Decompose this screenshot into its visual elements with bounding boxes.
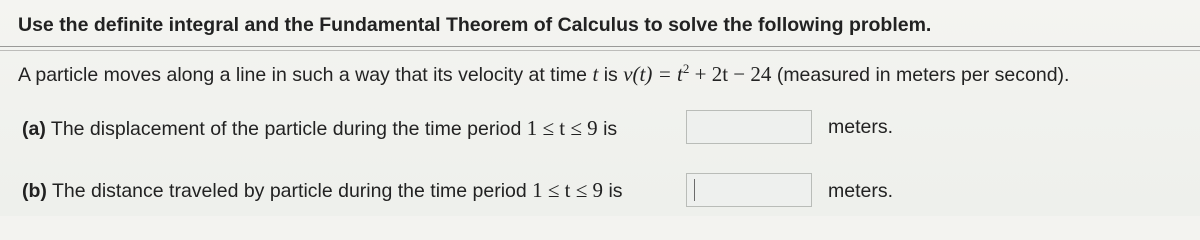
part-a-text: The displacement of the particle during the time period <box>45 118 527 140</box>
divider-line <box>0 46 1200 47</box>
divider-line-secondary <box>0 50 1200 51</box>
part-a-is: is <box>597 118 618 140</box>
part-b-is: is <box>603 180 623 202</box>
problem-text-is: is <box>598 64 624 86</box>
instruction-heading: Use the definite integral and the Fundamental Theorem of Calculus to solve the following problem. <box>18 14 932 36</box>
part-a-answer-input[interactable] <box>686 110 812 144</box>
velocity-expression: $v(t) = t^2 + 2t - 24$ <box>623 61 772 86</box>
problem-statement <box>18 62 1069 87</box>
part-b-text: The distance traveled by particle during the time period <box>46 180 533 202</box>
part-a-question <box>22 116 617 141</box>
text-cursor <box>694 179 695 201</box>
problem-text-before: A particle moves along a line in such a way that its velocity at time <box>18 64 593 86</box>
part-b-unit: meters. <box>828 180 894 202</box>
part-b-question <box>22 178 623 203</box>
part-a-label: (a) <box>22 118 46 140</box>
time-variable: t <box>592 62 599 86</box>
part-a-unit: meters. <box>828 116 894 138</box>
part-a-range: 1 ≤ t ≤ 9 <box>526 116 598 140</box>
problem-text-after: (measured in meters per second). <box>771 64 1070 86</box>
part-b-range: 1 ≤ t ≤ 9 <box>532 178 604 202</box>
part-b-label: (b) <box>22 180 47 202</box>
part-b-answer-input[interactable] <box>686 173 812 207</box>
